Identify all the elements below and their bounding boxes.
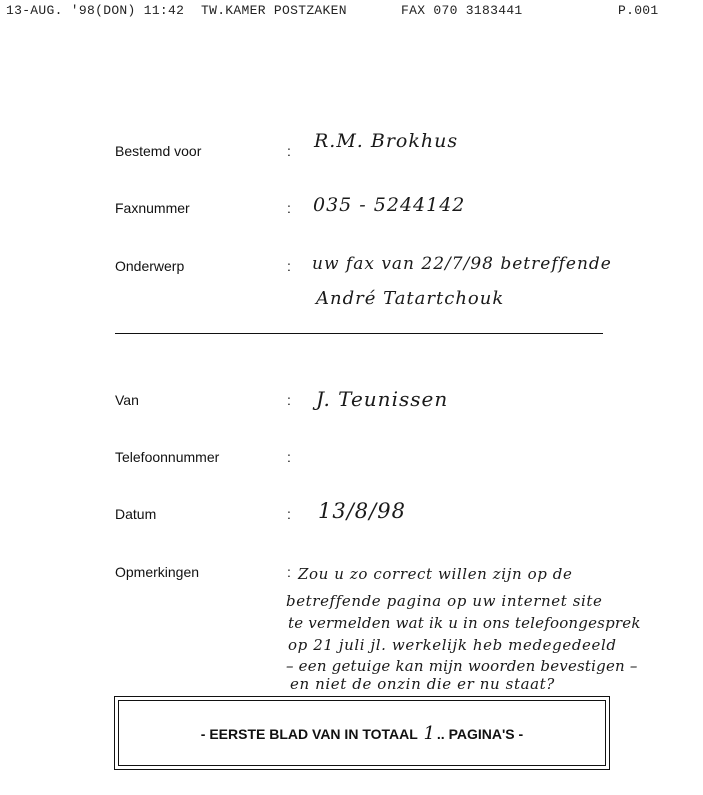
colon-datum: : bbox=[287, 506, 291, 522]
page-count-prefix: - EERSTE BLAD VAN IN TOTAAL bbox=[200, 725, 418, 742]
page-count-suffix: PAGINA'S - bbox=[448, 725, 524, 742]
label-bestemd-voor: Bestemd voor bbox=[115, 143, 202, 159]
fax-transmission-header bbox=[6, 3, 696, 19]
opmerkingen-line: Zou u zo correct willen zijn op de bbox=[298, 565, 573, 583]
colon-telefoonnummer: : bbox=[287, 449, 291, 465]
separator-line bbox=[115, 333, 603, 334]
fax-number: FAX 070 3183441 bbox=[401, 3, 523, 18]
colon-faxnummer: : bbox=[287, 200, 291, 216]
value-bestemd-voor: R.M. Brokhus bbox=[314, 130, 459, 152]
fax-sender: TW.KAMER POSTZAKEN bbox=[201, 3, 347, 18]
colon-bestemd-voor: : bbox=[287, 143, 291, 159]
label-opmerkingen: Opmerkingen bbox=[115, 564, 200, 580]
label-datum: Datum bbox=[115, 506, 157, 522]
label-onderwerp: Onderwerp bbox=[115, 258, 185, 274]
colon-opmerkingen: : bbox=[287, 564, 291, 580]
page-count-text: - EERSTE BLAD VAN IN TOTAAL 1 .. PAGINA'S - bbox=[200, 722, 524, 744]
page-count-box bbox=[114, 696, 610, 770]
opmerkingen-line: – een getuige kan mijn woorden bevestigen – bbox=[286, 657, 638, 675]
opmerkingen-line: en niet de onzin die er nu staat? bbox=[290, 675, 555, 693]
value-onderwerp-line1: uw fax van 22/7/98 betreffende bbox=[312, 254, 612, 274]
page-count-inner-box bbox=[118, 700, 606, 766]
opmerkingen-line: te vermelden wat ik u in ons telefoongesprek bbox=[288, 614, 641, 632]
value-onderwerp-line2: André Tatartchouk bbox=[316, 288, 505, 309]
value-faxnummer: 035 - 5244142 bbox=[313, 194, 466, 216]
fax-datetime: 13-AUG. '98(DON) 11:42 bbox=[6, 3, 185, 18]
label-telefoonnummer: Telefoonnummer bbox=[115, 449, 220, 465]
page-count-number: 1 bbox=[423, 722, 435, 744]
opmerkingen-line: op 21 juli jl. werkelijk heb medegedeeld bbox=[288, 636, 617, 654]
value-datum: 13/8/98 bbox=[318, 499, 406, 523]
colon-van: : bbox=[287, 392, 291, 408]
colon-onderwerp: : bbox=[287, 258, 291, 274]
opmerkingen-line: betreffende pagina op uw internet site bbox=[286, 592, 603, 610]
value-van: J. Teunissen bbox=[316, 387, 449, 411]
label-van: Van bbox=[115, 392, 139, 408]
label-faxnummer: Faxnummer bbox=[115, 200, 190, 216]
fax-page: P.001 bbox=[618, 3, 659, 18]
